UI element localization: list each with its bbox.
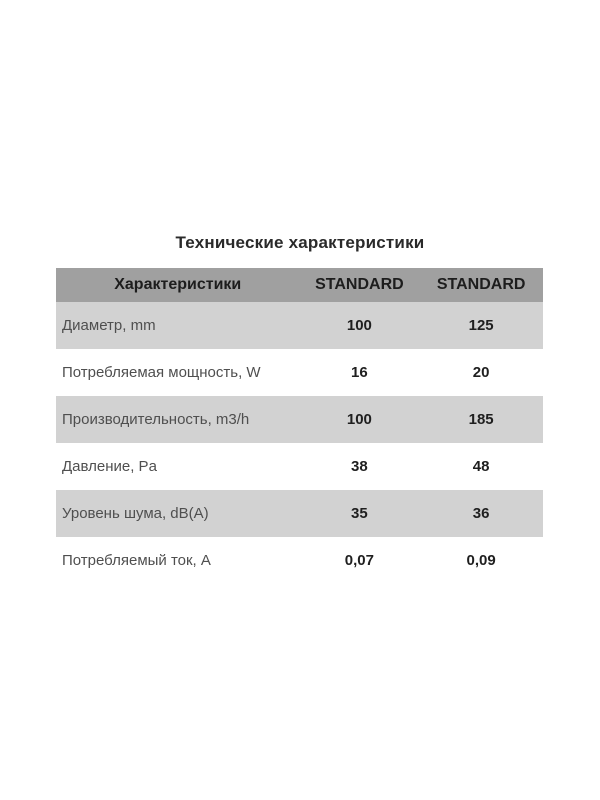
spec-table: [56, 268, 543, 584]
row-label: Потребляемый ток, А: [62, 552, 211, 569]
row-label: Давление, Pa: [62, 458, 157, 475]
row-value-standard-1: 100: [346, 317, 372, 334]
table-row: [56, 537, 543, 584]
row-value-standard-1: 100: [346, 411, 372, 428]
row-value-standard-1: 16: [351, 364, 368, 381]
table-row: [56, 349, 543, 396]
row-label: Потребляемая мощность, W: [62, 364, 261, 381]
row-label: Производительность, m3/h: [62, 411, 250, 428]
row-value-standard-1: 0,07: [344, 552, 374, 569]
row-value-standard-2: 36: [472, 505, 490, 522]
row-label: Диаметр, mm: [62, 317, 156, 334]
row-value-standard-2: 0,09: [466, 552, 496, 569]
row-value-standard-2: 185: [468, 411, 494, 428]
row-value-standard-1: 35: [351, 505, 368, 522]
row-value-standard-1: 38: [351, 458, 368, 475]
table-row: [56, 302, 543, 349]
table-row: [56, 443, 543, 490]
page-title: Технические характеристики: [175, 233, 425, 252]
row-value-standard-2: 125: [468, 317, 494, 334]
row-value-standard-2: 48: [472, 458, 490, 475]
header-standard-1: STANDARD: [315, 276, 404, 293]
row-value-standard-2: 20: [472, 364, 490, 381]
header-standard-2: STANDARD: [436, 276, 526, 293]
header-characteristics: Характеристики: [114, 276, 242, 293]
table-row: [56, 396, 543, 443]
row-label: Уровень шума, dB(A): [62, 505, 209, 522]
table-row: [56, 490, 543, 537]
table-header-row: [56, 268, 543, 302]
